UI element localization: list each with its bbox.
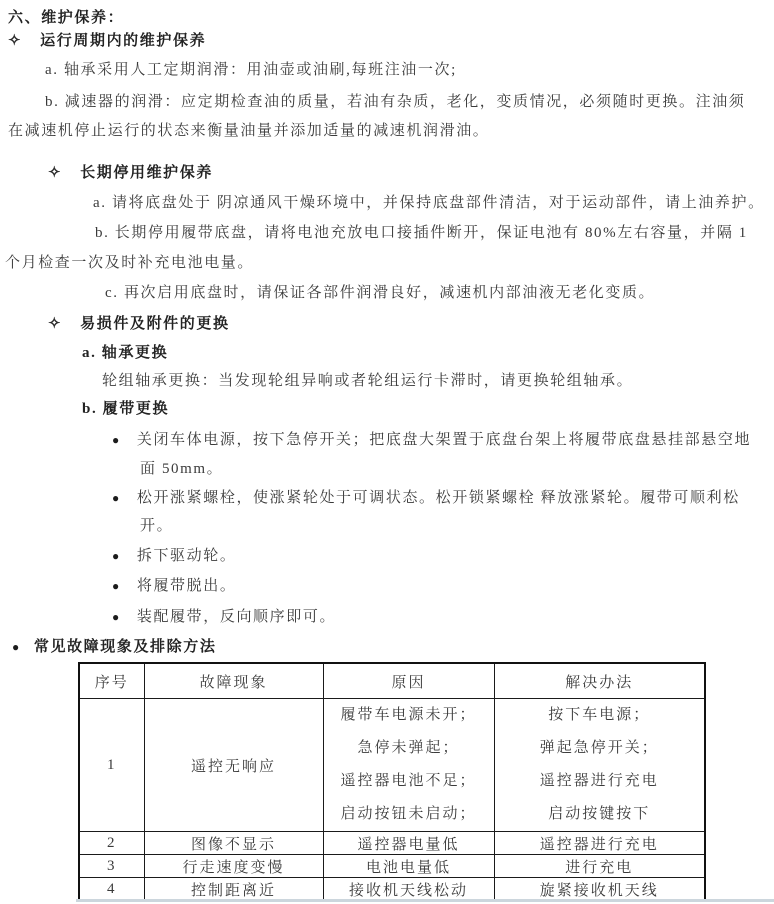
solution-line: 遥控器进行充电	[539, 773, 659, 789]
cycle-paragraph-b-line2: 在减速机停止运行的状态来衡量油量并添加适量的减速机润滑油。	[8, 123, 490, 139]
cell-phenomenon: 遥控无响应	[144, 699, 323, 832]
solution-line: 启动按键按下	[548, 806, 651, 822]
step-text: 关闭车体电源，按下急停开关；把底盘大架置于底盘台架上将履带底盘悬挂部悬空地	[136, 432, 752, 448]
cell-no: 3	[79, 855, 144, 878]
cell-causes: 遥控器电量低	[323, 832, 494, 855]
page-bottom-divider	[76, 899, 774, 902]
solution-line: 弹起急停开关；	[539, 740, 659, 756]
fault-table	[78, 662, 706, 902]
step-text: 松开涨紧螺栓，使涨紧轮处于可调状态。松开锁紧螺栓 释放涨紧轮。履带可顺利松	[136, 490, 740, 506]
cycle-paragraph-a: a. 轴承采用人工定期润滑：用油壶或油刷,每班注油一次;	[45, 62, 457, 78]
fault-row-4	[79, 878, 705, 902]
fault-row-3	[79, 855, 705, 878]
cell-solutions: 遥控器进行充电	[494, 832, 705, 855]
wear-sub-a-title: a. 轴承更换	[82, 345, 169, 361]
bullet-icon: ●	[112, 491, 121, 505]
wear-step-1-line1	[112, 430, 751, 450]
storage-paragraph-b-line1: b. 长期停用履带底盘，请将电池充放电口接插件断开，保证电池有 80%左右容量，并隔 1	[95, 225, 748, 241]
wear-sub-b-title: b. 履带更换	[82, 401, 170, 417]
section-wear-title-row	[48, 314, 230, 334]
cell-phenomenon: 图像不显示	[144, 832, 323, 855]
bullet-icon: ●	[112, 549, 121, 563]
doc-heading: 六、维护保养：	[8, 10, 125, 26]
wear-step-3	[112, 546, 236, 566]
cell-no: 2	[79, 832, 144, 855]
wear-step-2-line2: 开。	[140, 518, 174, 534]
cell-causes: 接收机天线松动	[323, 878, 494, 902]
diamond-icon: ✧	[48, 316, 63, 332]
step-text: 拆下驱动轮。	[136, 548, 237, 564]
bullet-icon: ●	[112, 579, 121, 593]
section-cycle-title-row	[8, 31, 206, 51]
bullet-icon: ●	[112, 610, 121, 624]
cell-phenomenon: 行走速度变慢	[144, 855, 323, 878]
wear-step-1-line2: 面 50mm。	[140, 461, 224, 477]
cell-causes: 电池电量低	[323, 855, 494, 878]
section-faults-title: 常见故障现象及排除方法	[33, 639, 217, 655]
diamond-icon: ✧	[8, 33, 23, 49]
solution-line: 按下车电源；	[548, 707, 651, 723]
cause-line: 急停未弹起；	[357, 740, 460, 756]
section-wear-title: 易损件及附件的更换	[80, 316, 230, 332]
cycle-paragraph-b-line1: b. 减速器的润滑：应定期检查油的质量，若油有杂质，老化，变质情况，必须随时更换。注油须	[45, 94, 746, 110]
storage-paragraph-b-line2: 个月检查一次及时补充电池电量。	[5, 255, 255, 271]
wear-step-4	[112, 576, 236, 596]
cell-no: 1	[79, 699, 144, 832]
cell-solutions	[494, 699, 705, 832]
step-text: 将履带脱出。	[136, 578, 237, 594]
header-cell-no: 序号	[79, 663, 144, 699]
section-storage-title-row	[48, 163, 213, 183]
cause-line: 履带车电源未开；	[340, 707, 477, 723]
header-cell-solution: 解决办法	[494, 663, 705, 699]
fault-table-header-row	[79, 663, 705, 699]
diamond-icon: ✧	[48, 165, 63, 181]
cause-line: 启动按钮未启动；	[340, 806, 477, 822]
bullet-icon: ●	[12, 640, 21, 654]
wear-step-2-line1	[112, 488, 740, 508]
cell-phenomenon: 控制距离近	[144, 878, 323, 902]
cell-no: 4	[79, 878, 144, 902]
wear-sub-a-body: 轮组轴承更换：当发现轮组异响或者轮组运行卡滞时，请更换轮组轴承。	[102, 373, 634, 389]
section-storage-title: 长期停用维护保养	[80, 165, 213, 181]
fault-row-1	[79, 699, 705, 832]
bullet-icon: ●	[112, 433, 121, 447]
header-cell-cause: 原因	[323, 663, 494, 699]
header-cell-phenomenon: 故障现象	[144, 663, 323, 699]
cell-solutions: 旋紧接收机天线	[494, 878, 705, 902]
section-faults-title-row	[12, 637, 216, 657]
storage-paragraph-c: c. 再次启用底盘时，请保证各部件润滑良好，减速机内部油液无老化变质。	[105, 285, 656, 301]
storage-paragraph-a: a. 请将底盘处于 阴凉通风干燥环境中，并保持底盘部件清洁，对于运动部件，请上油养护。	[93, 195, 765, 211]
fault-row-2	[79, 832, 705, 855]
step-text: 装配履带，反向顺序即可。	[136, 609, 337, 625]
cause-line: 遥控器电池不足；	[340, 773, 477, 789]
section-cycle-title: 运行周期内的维护保养	[40, 33, 207, 49]
cell-causes	[323, 699, 494, 832]
cell-solutions: 进行充电	[494, 855, 705, 878]
wear-step-5	[112, 607, 336, 627]
